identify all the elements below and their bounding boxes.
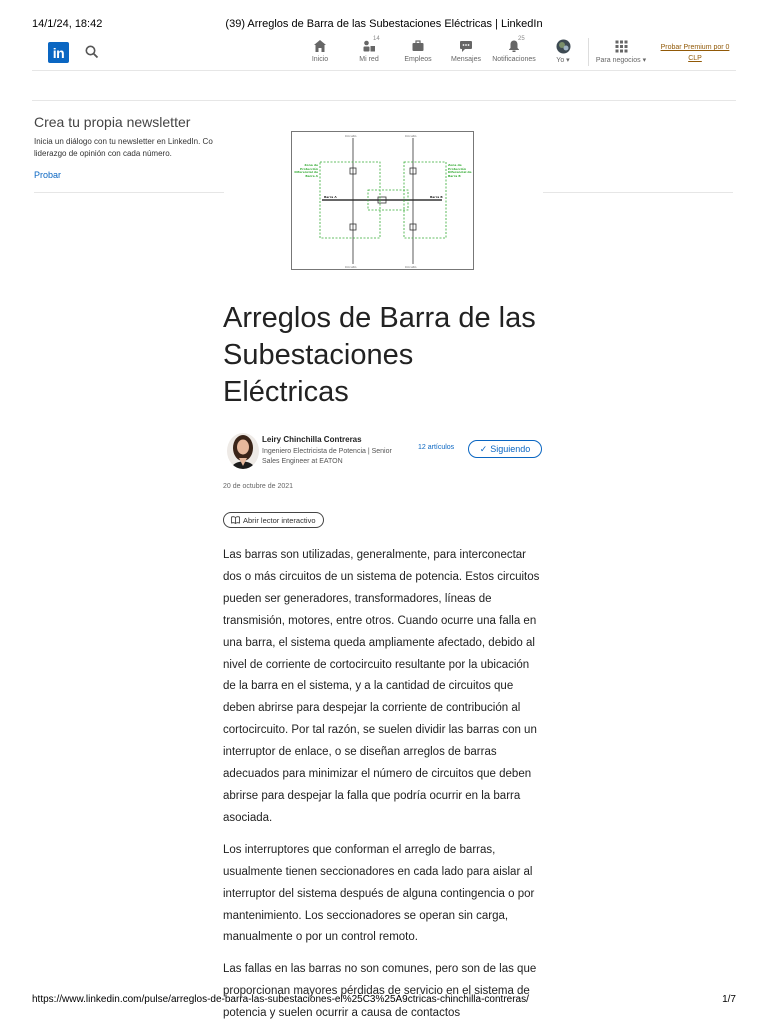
nav-item-mi-red[interactable] — [345, 38, 393, 63]
nav-divider — [588, 38, 589, 66]
article-title: Arreglos de Barra de las Subestaciones Eléctricas — [223, 302, 536, 408]
interactive-reader-label: Abrir lector interactivo — [243, 515, 316, 525]
diagram-zone-b-label: Zona de Protección Diferencial de Barra B — [448, 164, 472, 178]
article-paragraph: Las fallas en las barras no son comunes, pero son de las que proporcionan mayores pérdidas de servicio en el sistema de potencia y suelen ocurrir a causa de contactos — [223, 963, 537, 1020]
chevron-down-icon: ▾ — [642, 57, 647, 64]
diagram-zone-a-label: Zona de Protección Diferencial de Barra A — [294, 164, 318, 178]
premium-link[interactable]: Probar Premium por 0 CLP — [660, 44, 730, 62]
article-paragraph: Las barras son utilizadas, generalmente, para interconectar dos o más circuitos de un sistema de potencia. Estos circuitos pueden ser generadores, transformadores, líneas de transmisión, motores, entre otros. Cuando ocurre una falla en una barra, el sistema queda ampliamente afectado, debido al nivel de corriente de cortocircuito resultante por la ubicación de la barra en el sistema, y a la cantidad de circuitos que deben abrirse para despejar la corriente de contribución al cortocircuito. Por tal razón, se suelen dividir las barras con un interruptor de enlace, o se diseñan arreglos de barras adecuados para minimizar el número de circuitos que deben abrirse para despejar la falla que podría ocurrir en la barra asociada. — [223, 549, 540, 824]
interactive-reader-button[interactable] — [223, 512, 324, 528]
nav-item-notificaciones[interactable] — [490, 38, 538, 63]
print-page-number: 1/7 — [722, 994, 736, 1005]
newsletter-promo — [34, 114, 234, 180]
divider — [32, 100, 736, 101]
diagram-circuit-label: Circuito — [345, 134, 357, 138]
diagram-circuit-label: Circuito — [405, 265, 417, 269]
home-icon — [313, 39, 327, 53]
chevron-down-icon: ▾ — [566, 57, 570, 64]
nav-item-para-negocios[interactable] — [592, 38, 650, 64]
nav-label: Notificaciones — [492, 56, 536, 63]
nav-item-yo[interactable] — [539, 38, 587, 64]
article — [223, 300, 545, 1035]
nav-label: Para negocios — [595, 57, 641, 64]
check-icon: ✓ — [479, 443, 488, 454]
promo-text: Inicia un diálogo con tu newsletter en LinkedIn. Co liderazgo de opinión con cada número. — [34, 137, 213, 158]
following-button[interactable] — [468, 440, 542, 458]
author-name[interactable]: Leiry Chinchilla Contreras — [262, 435, 362, 444]
divider — [543, 192, 733, 193]
nav-badge: 25 — [518, 36, 525, 42]
nav-item-empleos[interactable] — [394, 38, 442, 63]
nav-item-mensajes[interactable] — [442, 38, 490, 63]
nav-label: Yo — [556, 57, 565, 64]
nav-label: Empleos — [404, 56, 432, 63]
message-icon — [459, 39, 473, 53]
book-icon — [231, 516, 240, 524]
divider — [34, 192, 224, 193]
avatar-icon — [556, 39, 571, 54]
nav-label: Mi red — [359, 56, 379, 63]
search-icon[interactable] — [84, 44, 100, 60]
promo-title: Crea tu propia newsletter — [34, 114, 191, 130]
nav-badge: 14 — [373, 36, 380, 42]
nav-label: Inicio — [311, 56, 329, 63]
print-url: https://www.linkedin.com/pulse/arreglos-de-barra-las-subestaciones-el%25C3%25A9ctricas-chinchilla-contreras/ — [32, 994, 529, 1005]
author-headline: Ingeniero Electricista de Potencia | Senior Sales Engineer at EATON — [262, 448, 392, 465]
print-datetime: 14/1/24, 18:42 — [32, 18, 103, 30]
diagram-circuit-label: Circuito — [345, 265, 357, 269]
author-card — [223, 433, 545, 477]
diagram-circuit-label: Circuito — [405, 134, 417, 138]
following-label: Siguiendo — [490, 444, 531, 454]
promo-try-link[interactable]: Probar — [34, 170, 62, 180]
diagram-barra-b-label: Barra B — [430, 195, 443, 199]
articles-count-link[interactable]: 12 artículos — [418, 444, 455, 451]
briefcase-icon — [411, 39, 425, 53]
grid-icon — [615, 40, 628, 53]
nav-label: Mensajes — [451, 56, 481, 63]
article-body — [223, 545, 545, 1025]
hero-image-busbar-diagram — [291, 131, 474, 270]
article-paragraph: Los interruptores que conforman el arreglo de barras, usualmente tienen seccionadores en cada lado para aislar al interruptor del sistema después de alguna contingencia o por mantenimiento. Los seccionadores se operan sin carga, manualmente o por un control remoto. — [223, 843, 535, 944]
print-doc-title: (39) Arreglos de Barra de las Subestaciones Eléctricas | LinkedIn — [225, 18, 543, 30]
global-nav — [32, 36, 736, 71]
author-avatar[interactable] — [227, 433, 259, 469]
publish-date: 20 de octubre de 2021 — [223, 483, 294, 490]
diagram-barra-a-label: Barra A — [324, 195, 337, 199]
linkedin-logo[interactable]: in — [48, 42, 69, 63]
nav-item-inicio[interactable] — [296, 38, 344, 63]
